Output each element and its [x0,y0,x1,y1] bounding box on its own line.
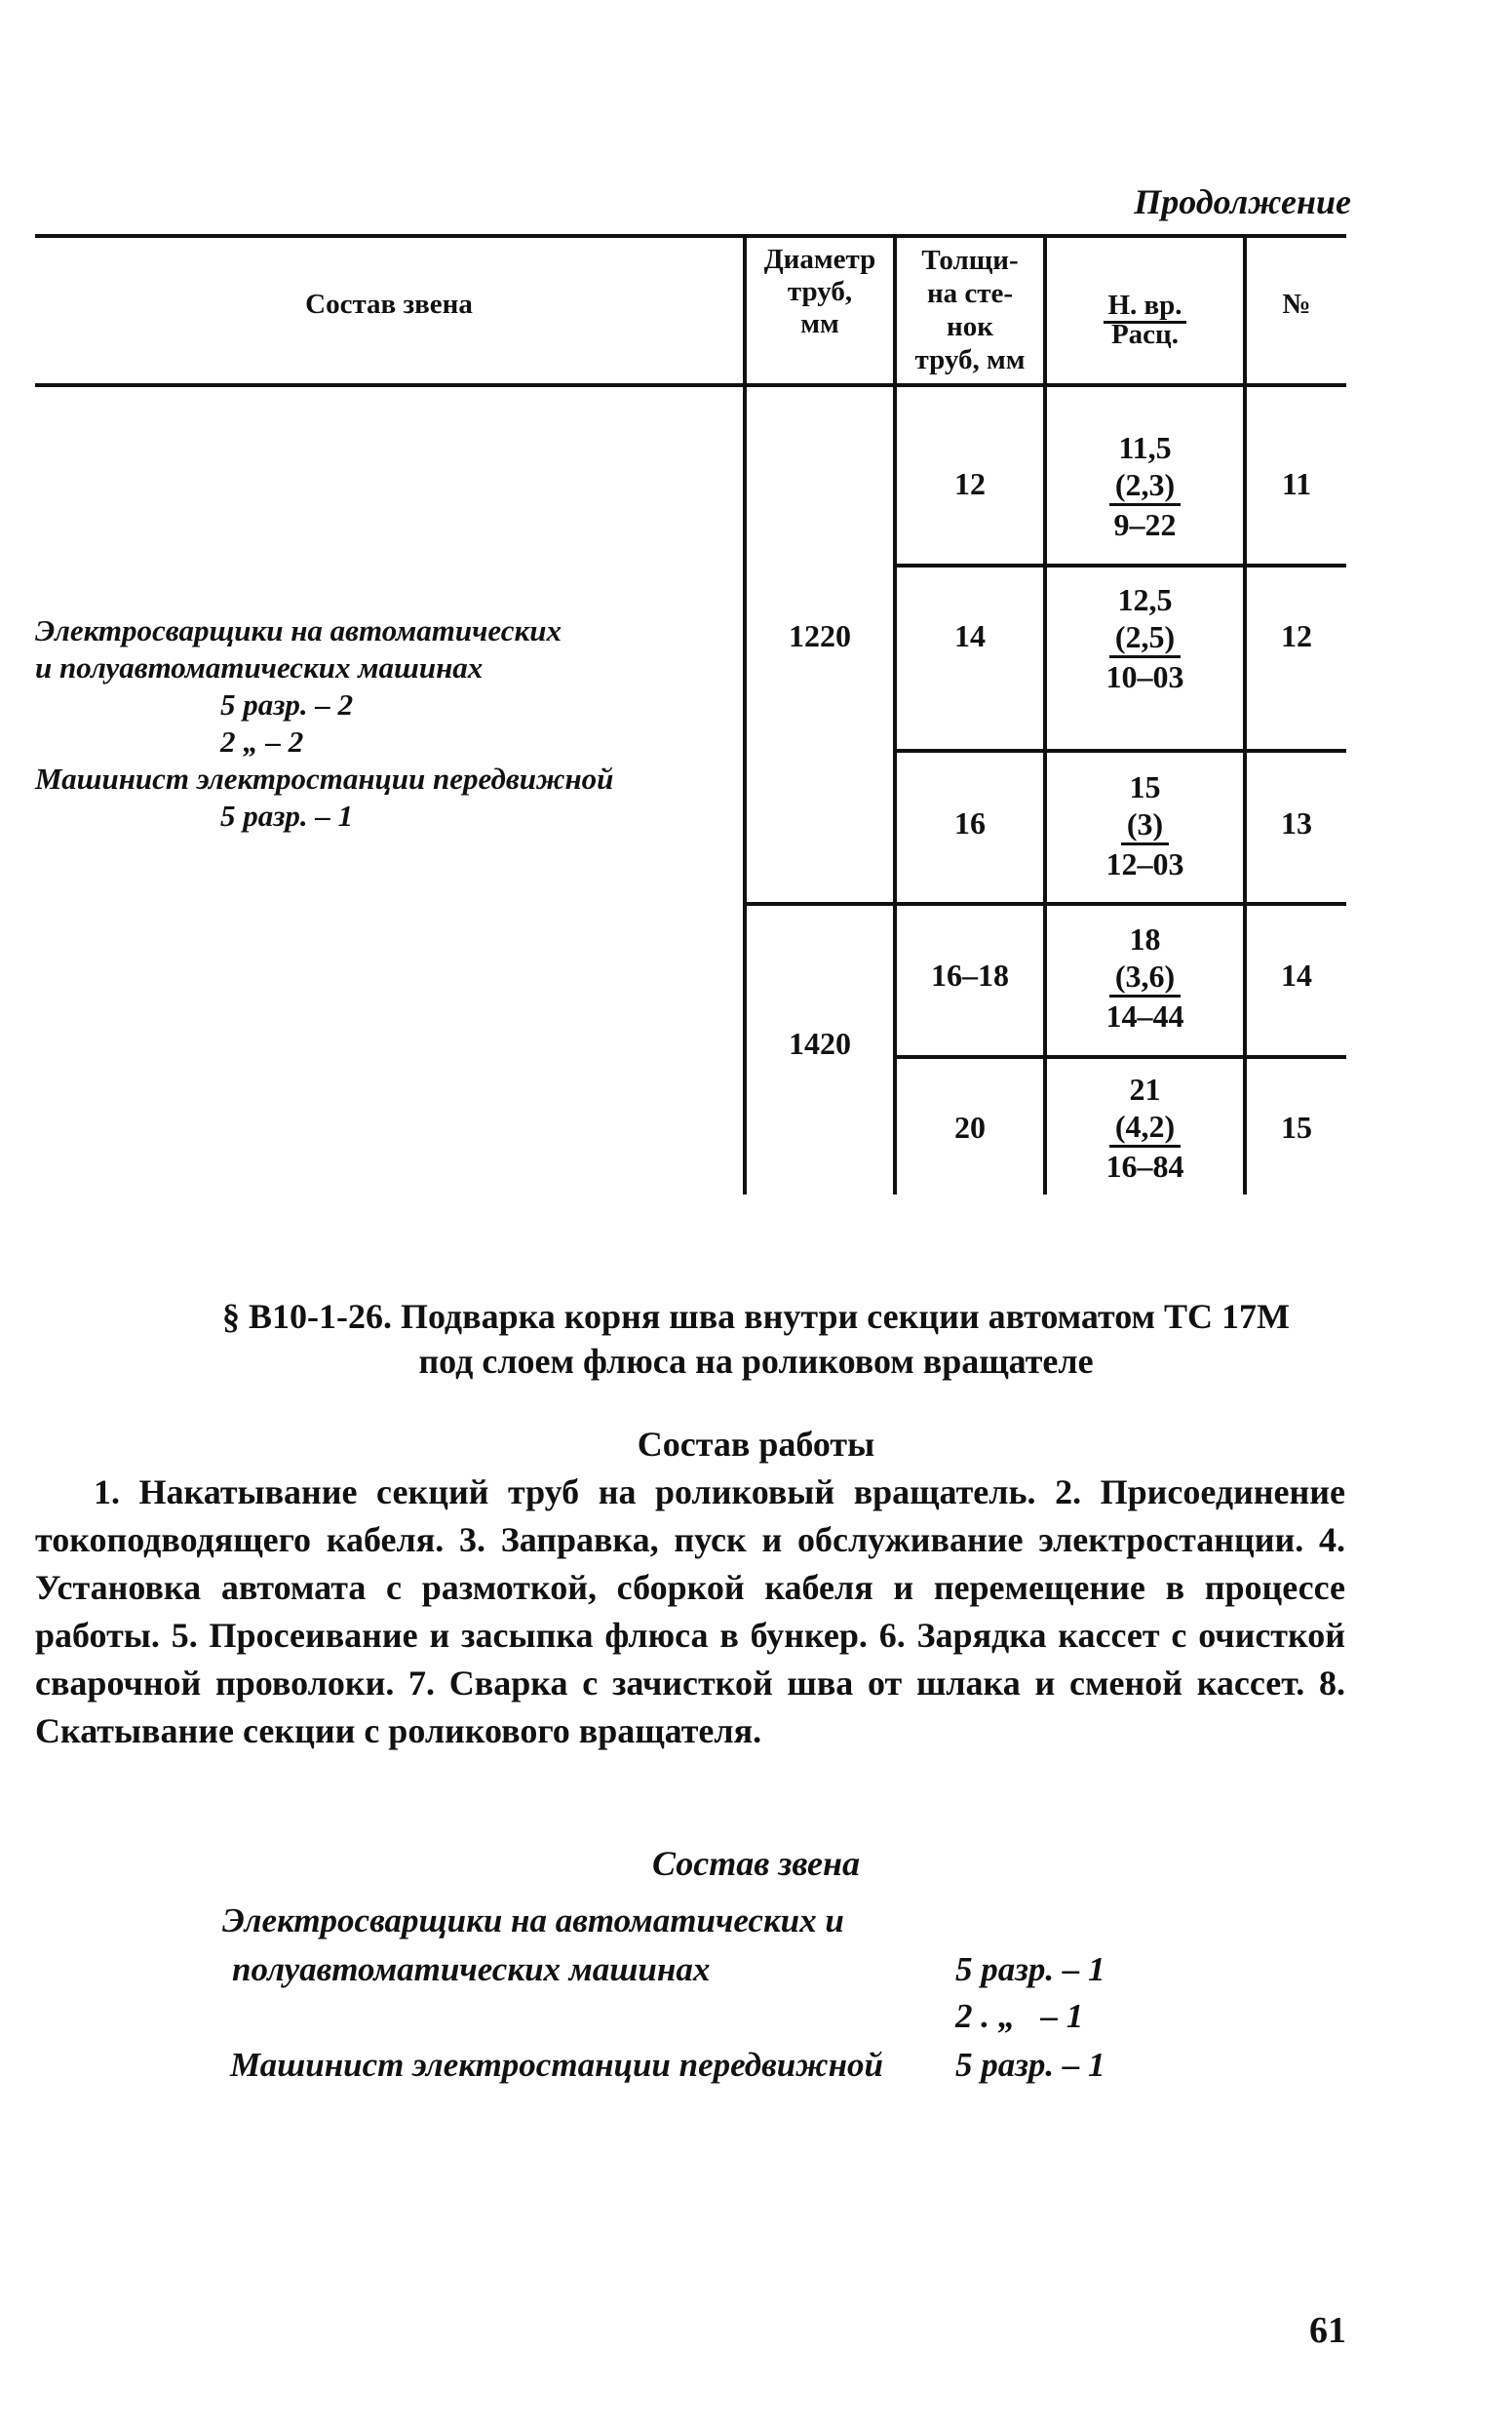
norm-cell: 18 (3,6) 14–44 [1105,921,1184,1034]
row-rule [893,749,1346,753]
crew-grade: 5 разр. – 1 [955,1950,1105,1988]
table-top-rule [35,234,1346,238]
thickness-cell: 14 [954,618,986,653]
diameter-cell: 1220 [789,618,851,653]
crew-line: Машинист электростанции передвижной [230,2046,883,2084]
number-cell: 13 [1281,805,1312,841]
work-heading: Состав работы [637,1425,875,1464]
number-cell: 11 [1281,466,1312,501]
number-cell: 12 [1281,618,1312,653]
continuation-label: Продолжение [1134,182,1351,221]
row-rule [745,902,1346,906]
header-thickness: Толщи- на сте- нок труб, мм [914,245,1026,375]
thickness-cell: 20 [954,1110,986,1145]
thickness-cell: 16–18 [931,958,1009,993]
crew-line: полуавтоматических машинах [232,1950,711,1988]
crew-composition: Электросварщики на автоматических и полуавтоматических машинах 5 разр. – 2 2 „ – 2 Машинист электростанции передвижной 5 разр. – 1 [35,613,614,833]
number-cell: 14 [1281,958,1312,993]
page-number: 61 [1309,2310,1346,2351]
crew-line: Электросварщики на автоматических и [222,1901,844,1939]
table-header-rule [35,383,1346,387]
work-description: 1. Накатывание секций труб на роликовый вращатель. 2. Присоединение токоподводящего кабеля. 3. Заправка, пуск и обслуживание электростанции. 4. Установка автомата с размоткой, сборкой кабеля и перемещение в процессе работы. 5. Просеивание и засыпка флюса в бункер. 6. Зарядка кассет с очисткой сварочной проволоки. 7. Сварка с зачисткой шва от шлака и сменой кассет. 8. Скатывание секции с роликового вращателя. [35,1472,1345,1750]
header-diameter: Диаметр труб, мм [763,244,876,339]
section-title-line1: § В10-1-26. Подварка корня шва внутри секции автоматом ТС 17М [221,1297,1291,1336]
header-crew: Состав звена [305,289,473,320]
crew-grade: 5 разр. – 1 [955,2046,1105,2084]
thickness-cell: 16 [954,805,986,841]
table-col-divider [1043,234,1047,1194]
number-cell: 15 [1281,1110,1312,1145]
norm-cell: 11,5 (2,3) 9–22 [1047,429,1243,543]
row-rule [893,564,1346,568]
header-number: № [1282,289,1311,320]
norm-cell: 12,5 (2,5) 10–03 [1105,582,1184,694]
row-rule [893,1055,1346,1059]
crew-grade: 2 . „ – 1 [955,1997,1084,2035]
crew-heading: Состав звена [652,1844,860,1883]
norm-cell: 21 (4,2) 16–84 [1105,1072,1184,1184]
header-norm: Н. вр. Расц. [1047,291,1243,349]
table-col-divider [893,234,897,1194]
table-col-divider [1243,234,1247,1194]
thickness-cell: 12 [954,466,986,501]
section-title-line2: под слоем флюса на роликовом вращателе [418,1342,1094,1381]
norm-cell: 15 (3) 12–03 [1105,769,1184,881]
diameter-cell: 1420 [789,1026,851,1061]
